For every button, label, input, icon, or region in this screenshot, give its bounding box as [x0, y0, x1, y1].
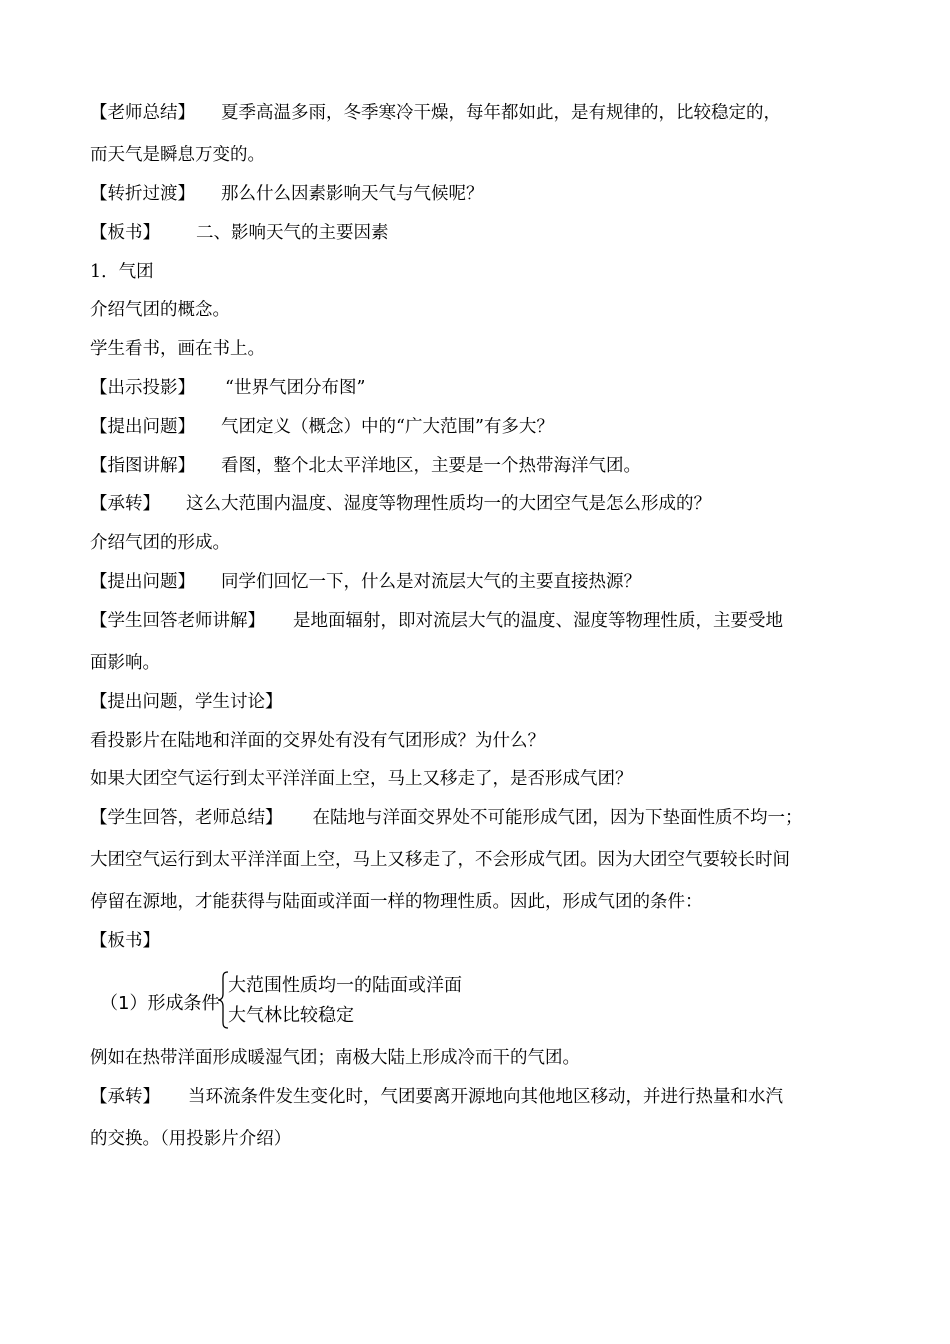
paragraph-text: 夏季高温多雨，冬季寒冷干燥，每年都如此，是有规律的，比较稳定的，	[221, 103, 781, 123]
section-tag: 【学生回答，老师总结】	[90, 808, 283, 828]
section-tag: 【提出问题】	[90, 572, 195, 592]
paragraph-text: 同学们回忆一下，什么是对流层大气的主要直接热源？	[221, 572, 641, 592]
section-tag: 【指图讲解】	[90, 456, 195, 476]
paragraph-text: 看图，整个北太平洋地区，主要是一个热带海洋气团。	[221, 456, 641, 476]
section-tag: 【转折过渡】	[90, 184, 195, 204]
paragraph-map-explanation	[90, 455, 641, 477]
paragraph-text: 介绍气团的形成。	[90, 533, 230, 553]
paragraph-line	[90, 338, 265, 360]
paragraph-projection	[90, 377, 365, 399]
section-tag: 【承转】	[90, 494, 160, 514]
section-heading: 二、影响天气的主要因素	[196, 223, 389, 243]
paragraph-continuation	[90, 652, 160, 674]
paragraph-line	[90, 299, 230, 321]
paragraph-text: 学生看书，画在书上。	[90, 339, 265, 359]
paragraph-text: 1．气团	[90, 262, 154, 282]
paragraph-continuation	[90, 849, 790, 871]
formation-option-1: 大范围性质均一的陆面或洋面	[228, 975, 462, 996]
paragraph-text: 的交换。（用投影片介绍）	[90, 1129, 292, 1149]
section-tag: 【承转】	[90, 1087, 160, 1107]
paragraph-teacher-summary-2	[90, 807, 803, 829]
paragraph-transition	[90, 183, 484, 205]
paragraph-text: 这么大范围内温度、湿度等物理性质均一的大团空气是怎么形成的？	[186, 494, 711, 514]
section-tag: 【老师总结】	[90, 103, 195, 123]
paragraph-continuation	[90, 144, 265, 166]
paragraph-text: 而天气是瞬息万变的。	[90, 145, 265, 165]
paragraph-text: 如果大团空气运行到太平洋洋面上空，马上又移走了，是否形成气团？	[90, 769, 633, 789]
paragraph-continuation	[90, 1128, 291, 1150]
section-tag: 【提出问题，学生讨论】	[90, 692, 283, 712]
paragraph-line	[90, 532, 230, 554]
paragraph-line	[90, 768, 633, 790]
paragraph-text: 停留在源地，才能获得与陆面或洋面一样的物理性质。因此，形成气团的条件：	[90, 892, 703, 912]
section-tag: 【出示投影】	[90, 378, 195, 398]
paragraph-blackboard-1	[90, 222, 389, 244]
section-tag: 【板书】	[90, 223, 160, 243]
paragraph-question-1	[90, 416, 554, 438]
paragraph-text: 那么什么因素影响天气与气候呢？	[221, 184, 484, 204]
paragraph-text: 是地面辐射，即对流层大气的温度、湿度等物理性质，主要受地	[293, 611, 783, 631]
paragraph-transfer-2	[90, 1086, 783, 1108]
paragraph-teacher-summary-1	[90, 102, 781, 124]
formation-label: （1）形成条件	[100, 993, 220, 1014]
paragraph-text: 例如在热带洋面形成暖湿气团；南极大陆上形成冷而干的气团。	[90, 1048, 580, 1068]
paragraph-text: 气团定义（概念）中的“广大范围”有多大？	[221, 417, 554, 437]
paragraph-text: “世界气团分布图”	[225, 378, 366, 398]
paragraph-line	[90, 730, 545, 752]
paragraph-continuation	[90, 891, 703, 913]
paragraph-text: 大团空气运行到太平洋洋面上空，马上又移走了，不会形成气团。因为大团空气要较长时间	[90, 850, 790, 870]
paragraph-transfer-1	[90, 493, 711, 515]
subheading-air-mass	[90, 261, 154, 283]
paragraph-question-2	[90, 571, 641, 593]
paragraph-text: 面影响。	[90, 653, 160, 673]
paragraph-text: 当环流条件发生变化时，气团要离开源地向其他地区移动，并进行热量和水汽	[188, 1087, 783, 1107]
paragraph-text: 看投影片在陆地和洋面的交界处有没有气团形成？为什么？	[90, 731, 545, 751]
formation-option-2: 大气林比较稳定	[228, 1005, 354, 1026]
paragraph-text: 介绍气团的概念。	[90, 300, 230, 320]
paragraph-blackboard-2	[90, 930, 160, 952]
paragraph-text: 在陆地与洋面交界处不可能形成气团，因为下垫面性质不均一；	[312, 808, 803, 828]
section-tag: 【学生回答老师讲解】	[90, 611, 265, 631]
paragraph-discussion-tag	[90, 691, 283, 713]
formation-conditions-diagram	[100, 968, 520, 1032]
section-tag: 【提出问题】	[90, 417, 195, 437]
paragraph-line	[90, 1047, 580, 1069]
paragraph-student-answer	[90, 610, 783, 632]
section-tag: 【板书】	[90, 931, 160, 951]
